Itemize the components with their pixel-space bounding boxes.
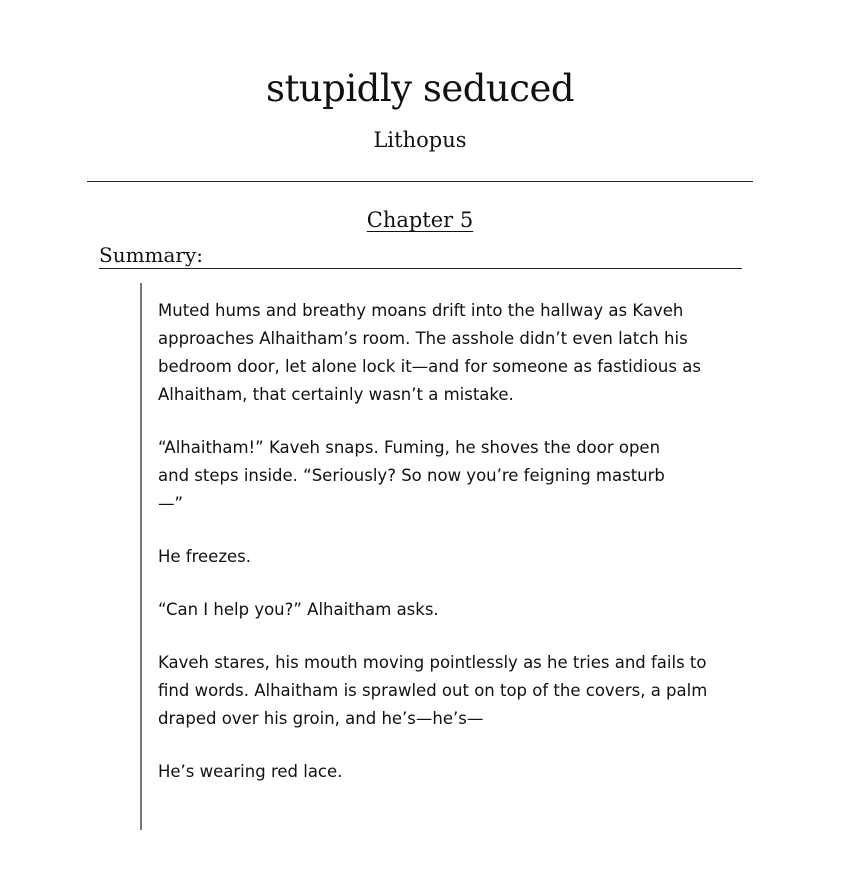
work-title: stupidly seduced [265, 67, 575, 110]
chapter-heading [0, 205, 840, 235]
summary-paragraph: Muted hums and breathy moans drift into the hallway as Kaveh approaches Alhaitham’s room. The asshole didn’t even latch his bedroom door, let alone lock it—and for someone as fastidious as Alhaitham, that certainly wasn’t a mistake. [158, 301, 701, 404]
summary-paragraph: “Can I help you?” Alhaitham asks. [158, 600, 439, 619]
summary-paragraph: He freezes. [158, 547, 251, 566]
summary-blockquote [140, 283, 722, 830]
chapter-title: Chapter 5 [366, 208, 474, 232]
author-name: Lithopus [373, 128, 467, 152]
summary-heading: Summary: [99, 243, 742, 269]
summary-paragraph: Kaveh stares, his mouth moving pointlessly as he tries and fails to find words. Alhaitham is sprawled out on top of the covers, a palm draped over his groin, and he’s—he’s— [158, 653, 708, 728]
summary-text [158, 297, 718, 811]
summary-paragraph: He’s wearing red lace. [158, 762, 343, 781]
header-divider [87, 181, 753, 182]
summary-paragraph: “Alhaitham!” Kaveh snaps. Fuming, he shoves the door open and steps inside. “Seriously? So now you’re feigning masturb—” [158, 438, 665, 513]
